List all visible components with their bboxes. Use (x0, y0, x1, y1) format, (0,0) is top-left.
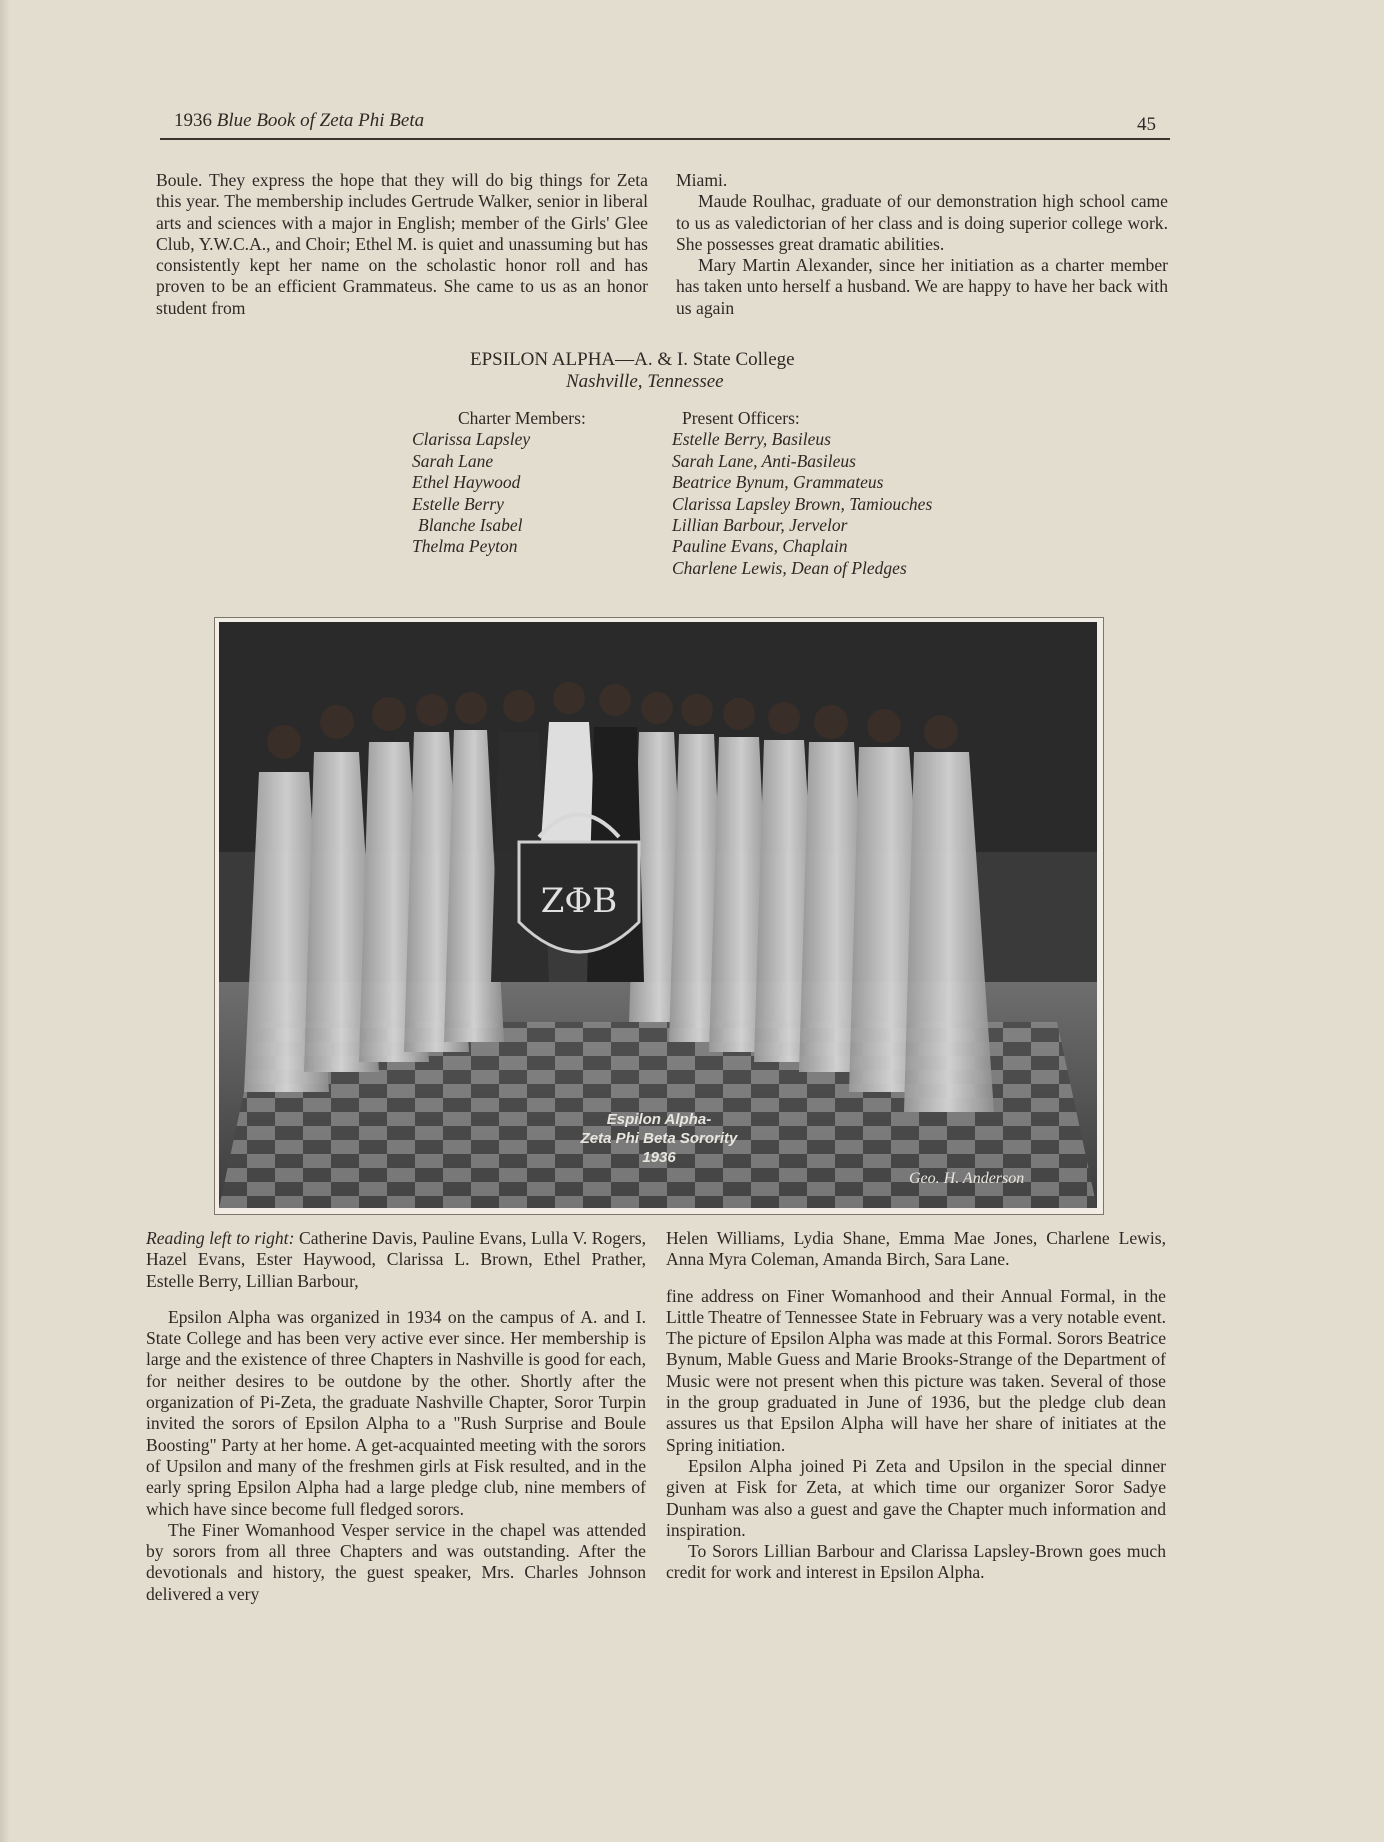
page-edge (0, 0, 10, 1842)
list-item: Lillian Barbour, Jervelor (672, 515, 848, 536)
list-item: Estelle Berry (412, 493, 504, 514)
officers-heading: Present Officers: (682, 408, 800, 428)
inscription-line: 1936 (642, 1149, 676, 1166)
top-right-column (676, 170, 1168, 319)
caption-label: Reading left to right: (146, 1228, 295, 1248)
inscription-line: Espilon Alpha- (606, 1111, 712, 1128)
list-item: Thelma Peyton (412, 536, 518, 557)
bottom-right-column (666, 1228, 1166, 1584)
running-header (160, 108, 1170, 140)
header-title: Blue Book of Zeta Phi Beta (216, 110, 425, 131)
list-item: Charlene Lewis, Dean of Pledges (672, 557, 907, 578)
list-item: Beatrice Bynum, Grammateus (672, 472, 884, 493)
shield-letters: ZΦB (540, 881, 618, 921)
paragraph: Miami. (676, 170, 728, 190)
paragraph: Maude Roulhac, graduate of our demonstration high school came to us as valedictorian of her class and is doing superior college work. She possesses great dramatic abilities. (676, 191, 1168, 254)
paragraph: To Sorors Lillian Barbour and Clarissa Lapsley-Brown goes much credit for work and interest in Epsilon Alpha. (666, 1541, 1166, 1583)
chapter-location: Nashville, Tennessee (566, 371, 724, 392)
bottom-left-column (146, 1228, 646, 1605)
present-officers-list (672, 408, 1052, 579)
paragraph: The Finer Womanhood Vesper service in the chapel was attended by sorors from all three Chapters and was outstanding. After the devotionals and history, the guest speaker, Mrs. Charles Johnson delivered a very (146, 1519, 646, 1604)
charter-members-list (412, 408, 652, 558)
list-item: Ethel Haywood (412, 472, 521, 493)
charter-members-heading: Charter Members: (458, 408, 586, 428)
chapter-title: EPSILON ALPHA—A. & I. State College (470, 349, 795, 370)
list-item: Clarissa Lapsley Brown, Tamiouches (672, 493, 933, 514)
page-number: 45 (1137, 114, 1156, 135)
top-left-column (156, 170, 648, 319)
caption-names: Catherine Davis, Pauline Evans, Lulla V. Rogers, Hazel Evans, Ester Haywood, Clarissa L. Brown, Ethel Prather, Estelle Berry, Lillian Barbour, (146, 1228, 646, 1291)
photo-caption (146, 1228, 646, 1292)
list-item: Sarah Lane, Anti-Basileus (672, 450, 856, 471)
paragraph: Mary Martin Alexander, since her initiation as a charter member has taken unto herself a husband. We are happy to have her back with us again (676, 255, 1168, 318)
paragraph: Epsilon Alpha was organized in 1934 on the campus of A. and I. State College and has been very active ever since. Her membership is large and the existence of three Chapters in Nashville is good for each, for neither desires to be outdone by the other. Shortly after the organization of Pi-Zeta, the graduate Nashville Chapter, Soror Turpin invited the sorors of Epsilon Alpha to a "Rush Surprise and Boule Boosting" Party at her home. A get-acquainted meeting with the sorors of Upsilon and many of the freshmen girls at Fisk resulted, and in the early spring Epsilon Alpha had a large pledge club, nine members of which have since become full fledged sorors. (146, 1306, 646, 1519)
paragraph: Epsilon Alpha joined Pi Zeta and Upsilon in the special dinner given at Fisk for Zeta, at which time our organizer Soror Sadye Dunham was also a guest and gave the Chapter much information and inspiration. (666, 1455, 1166, 1540)
paragraph: fine address on Finer Womanhood and their Annual Formal, in the Little Theatre of Tennessee State in February was a very notable event. The picture of Epsilon Alpha was made at this Formal. Sorors Beatrice Bynum, Mable Guess and Marie Brooks-Strange of the Department of Music were not present when this picture was taken. Several of those in the group graduated in June of 1936, but the pledge club dean assures us that Epsilon Alpha will have her share of initiates at the Spring initiation. (666, 1285, 1166, 1455)
group-photograph (214, 617, 1104, 1215)
list-item: Estelle Berry, Basileus (672, 429, 831, 450)
photo-image (219, 622, 1097, 1208)
photographer-signature: Geo. H. Anderson (909, 1170, 1025, 1187)
list-item: Sarah Lane (412, 450, 494, 471)
list-item: Pauline Evans, Chaplain (672, 536, 848, 557)
running-title (174, 110, 424, 132)
list-item: Clarissa Lapsley (412, 429, 531, 450)
photo-caption-continued: Helen Williams, Lydia Shane, Emma Mae Jones, Charlene Lewis, Anna Myra Coleman, Amanda Birch, Sara Lane. (666, 1228, 1166, 1270)
inscription-line: Zeta Phi Beta Sorority (580, 1130, 738, 1147)
list-item: Blanche Isabel (418, 515, 523, 536)
photo-inscription (509, 1110, 809, 1167)
header-year: 1936 (174, 110, 212, 131)
paragraph: Boule. They express the hope that they will do big things for Zeta this year. The membership includes Gertrude Walker, senior in liberal arts and sciences with a major in English; member of the Girls' Glee Club, Y.W.C.A., and Choir; Ethel M. is quiet and unassuming but has consistently kept her name on the scholastic honor roll and has proven to be an efficient Grammateus. She came to us as an honor student from (156, 170, 648, 318)
